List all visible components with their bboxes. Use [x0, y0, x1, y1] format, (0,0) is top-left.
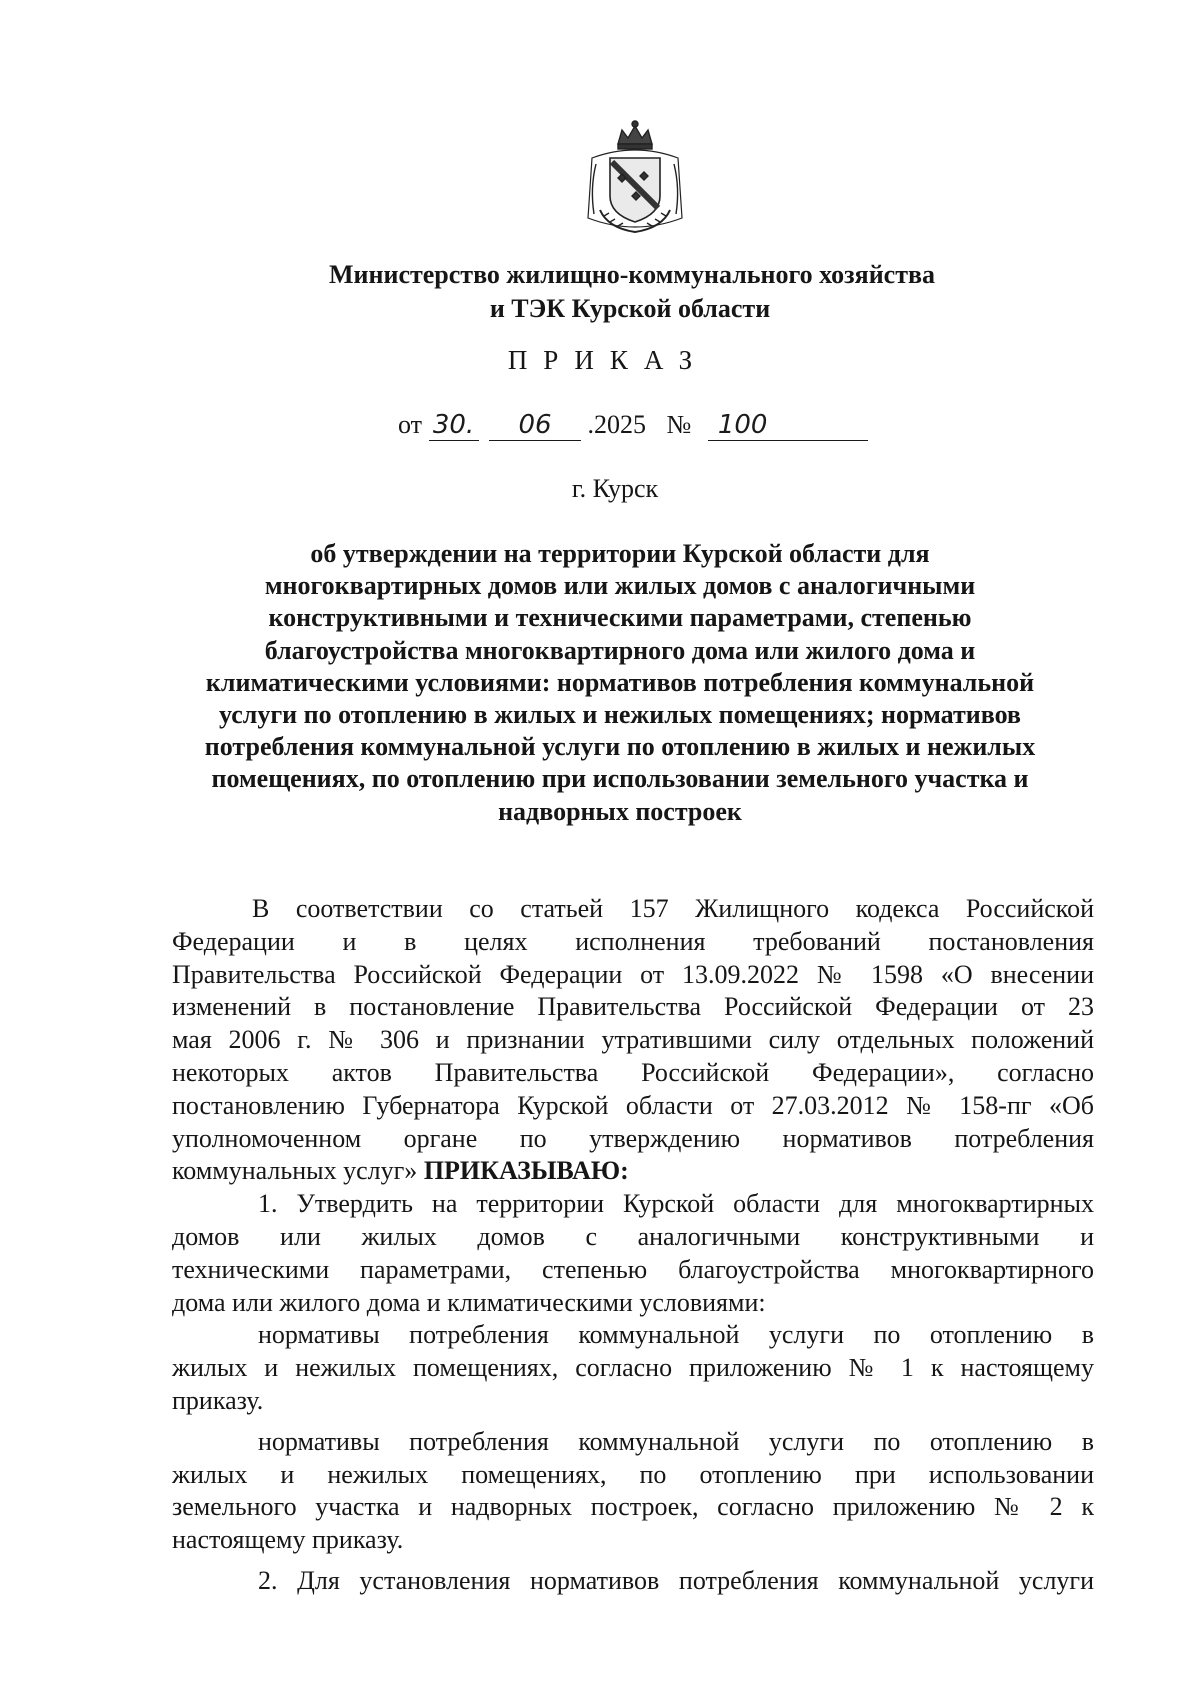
title-line: климатическими условиями: нормативов потребления коммунальной	[205, 667, 1035, 697]
order-number-handwritten: 100	[708, 410, 868, 441]
title-line: благоустройства многоквартирного дома или жилого дома и	[264, 635, 976, 665]
body-line: нормативы потребления коммунальной услуги по отоплению в	[258, 1320, 1094, 1350]
title-line: многоквартирных домов или жилых домов с аналогичными	[264, 571, 976, 601]
body-line: уполномоченном органе по утверждению нормативов потребления	[172, 1123, 1094, 1153]
order-body	[172, 893, 1094, 1598]
body-line: мая 2006 г. № 306 и признании утратившими силу отдельных положений	[172, 1025, 1094, 1055]
date-day-handwritten: 30.	[429, 410, 479, 441]
body-line: приказу.	[172, 1385, 264, 1415]
date-year: .2025	[587, 410, 647, 439]
body-line: жилых и нежилых помещениях, по отоплению при использовании	[172, 1459, 1094, 1489]
body-text-fragment: коммунальных услуг»	[172, 1156, 418, 1186]
date-month-handwritten: 06	[489, 410, 581, 441]
title-line: помещениях, по отоплению при использовании земельного участка и	[211, 764, 1029, 794]
number-sign: №	[666, 410, 692, 439]
date-prefix: от	[398, 410, 423, 439]
order-title	[160, 538, 1080, 828]
body-line: домов или жилых домов с аналогичными конструктивными и	[172, 1221, 1094, 1251]
title-line: надворных построек	[498, 796, 742, 826]
title-line: конструктивными и техническими параметрами, степенью	[268, 603, 972, 633]
orders-keyword: ПРИКАЗЫВАЮ:	[423, 1156, 629, 1186]
body-line: земельного участка и надворных построек, согласно приложению № 2 к	[172, 1492, 1094, 1522]
body-line	[172, 1155, 1094, 1188]
body-line: некоторых актов Правительства Российской Федерации», согласно	[172, 1057, 1094, 1087]
title-line: об утверждении на территории Курской области для	[310, 539, 930, 568]
body-line: постановлению Губернатора Курской области от 27.03.2012 № 158-пг «Об	[172, 1090, 1094, 1120]
body-line: Правительства Российской Федерации от 13.09.2022 № 1598 «О внесении	[172, 959, 1094, 989]
title-line: потребления коммунальной услуги по отоплению в жилых и нежилых	[204, 732, 1036, 762]
body-line: настоящему приказу.	[172, 1525, 404, 1555]
city-name: г. Курск	[571, 474, 659, 503]
title-line: услуги по отоплению в жилых и нежилых помещениях; нормативов	[219, 700, 1021, 730]
body-line: 1. Утвердить на территории Курской области для многоквартирных	[258, 1189, 1094, 1219]
body-line: жилых и нежилых помещениях, согласно приложению № 1 к настоящему	[172, 1353, 1094, 1383]
body-line: В соответствии со статьей 157 Жилищного кодекса Российской	[252, 894, 1094, 923]
document-type-heading: ПРИКАЗ	[507, 345, 709, 375]
ministry-name-line-1: Министерство жилищно-коммунального хозяйства	[328, 260, 936, 289]
body-line: изменений в постановление Правительства Российской Федерации от 23	[172, 992, 1094, 1022]
coat-of-arms-emblem	[578, 118, 692, 236]
body-line: 2. Для установления нормативов потребления коммунальной услуги	[258, 1565, 1094, 1595]
body-line: Федерации и в целях исполнения требований постановления	[172, 926, 1094, 956]
date-number-line	[398, 410, 868, 446]
body-line: дома или жилого дома и климатическими условиями:	[172, 1287, 766, 1317]
body-line: техническими параметрами, степенью благоустройства многоквартирного	[172, 1254, 1094, 1284]
body-line: нормативы потребления коммунальной услуги по отоплению в	[258, 1426, 1094, 1456]
ministry-name-line-2: и ТЭК Курской области	[489, 294, 771, 323]
